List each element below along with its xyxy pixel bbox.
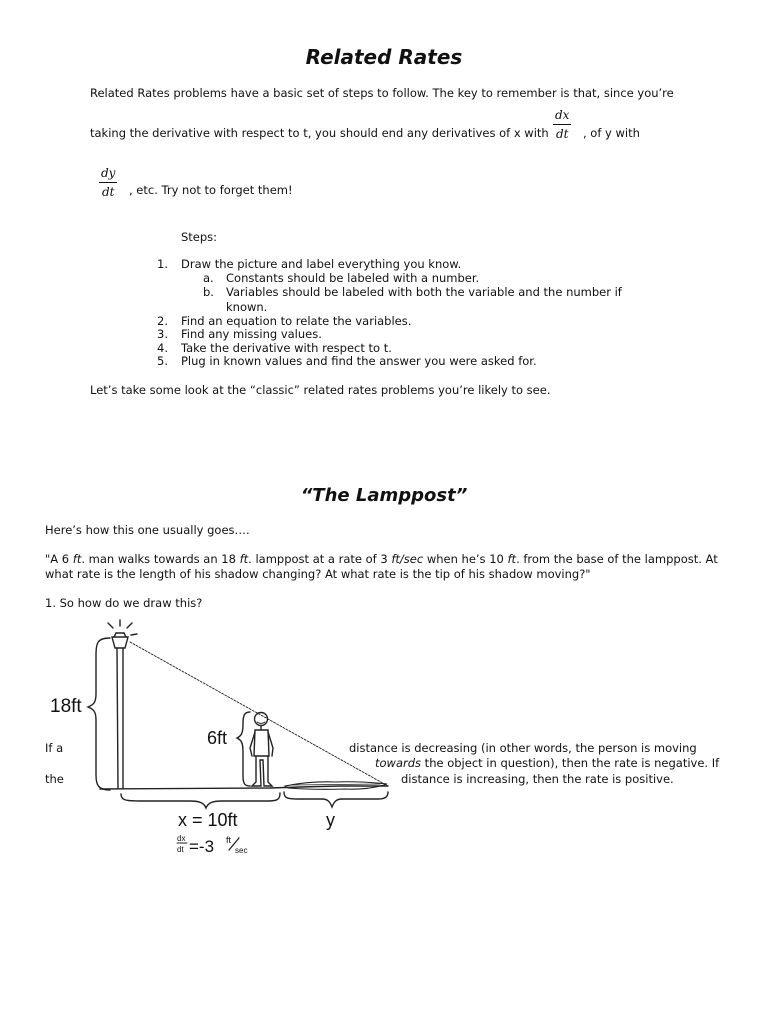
step-number: 2. — [157, 314, 168, 328]
label-y: y — [326, 810, 335, 830]
substep-text-continued: known. — [226, 300, 268, 314]
label-6ft: 6ft — [207, 728, 228, 748]
how-it-goes: Here’s how this one usually goes…. — [45, 523, 250, 537]
fraction-numerator: dy — [99, 166, 117, 183]
problem-text: when he’s 10 — [423, 552, 508, 566]
problem-text: . from the base of the lamppost. At — [516, 552, 718, 566]
steps-heading: Steps: — [181, 230, 218, 244]
brace-x — [121, 793, 280, 808]
intro-line-1: Related Rates problems have a basic set of steps to follow. The key to remember is that, since you’re — [90, 86, 674, 100]
unit-text: ft/sec — [391, 552, 424, 566]
rate-denominator: dt — [177, 845, 184, 854]
lamppost-pole — [117, 648, 123, 788]
problem-line-2: what rate is the length of his shadow changing? At what rate is the tip of his shadow moving?" — [45, 567, 591, 581]
rate-unit-numerator: ft — [226, 835, 232, 845]
side-text-increasing: distance is increasing, then the rate is positive. — [401, 772, 674, 786]
brace-18ft — [88, 638, 110, 790]
step-number: 5. — [157, 354, 168, 368]
brace-6ft — [237, 712, 250, 786]
label-18ft: 18ft — [50, 696, 82, 717]
side-text-rest: the object in question), then the rate is negative. If — [421, 756, 720, 770]
problem-text: . lamppost at a rate of 3 — [248, 552, 392, 566]
step-text: Take the derivative with respect to t. — [181, 341, 392, 355]
side-text-decreasing: distance is decreasing (in other words, the person is moving — [349, 741, 697, 755]
fraction-numerator: dx — [553, 108, 571, 125]
lamp-head-icon — [112, 637, 128, 648]
step-number: 3. — [157, 327, 168, 341]
side-text-the: the — [45, 772, 64, 786]
unit-text: ft — [239, 552, 249, 566]
step-text: Find any missing values. — [181, 327, 322, 341]
substep-text: Variables should be labeled with both the variable and the number if — [226, 285, 622, 299]
step-number: 1. — [157, 257, 168, 271]
intro-line-2-end: , of y with — [583, 126, 640, 140]
fraction-denominator: dt — [101, 185, 115, 199]
step-text: Draw the picture and label everything you know. — [181, 257, 462, 271]
unit-text: ft — [507, 552, 517, 566]
section-title: “The Lamppost” — [300, 485, 468, 506]
man-figure — [250, 713, 273, 787]
step-number: 4. — [157, 341, 168, 355]
intro-line-3-end: , etc. Try not to forget them! — [129, 183, 293, 197]
page-title: Related Rates — [305, 45, 463, 69]
rate-numerator: dx — [177, 834, 186, 843]
rate-unit-denominator: sec — [235, 846, 248, 855]
emphasis-text: towards — [375, 756, 422, 770]
side-text-if-a: If a — [45, 741, 64, 755]
substep-letter: b. — [203, 285, 214, 299]
step-text: Find an equation to relate the variables. — [181, 314, 412, 328]
light-ray-line — [130, 642, 388, 786]
classic-line: Let’s take some look at the “classic” related rates problems you’re likely to see. — [90, 383, 551, 397]
fraction-denominator: dt — [555, 127, 569, 141]
rate-value: =-3 — [189, 837, 215, 856]
substep-letter: a. — [203, 271, 214, 285]
label-x: x = 10ft — [178, 810, 238, 830]
unit-text: ft — [72, 552, 82, 566]
step-text: Plug in known values and find the answer you were asked for. — [181, 354, 537, 368]
brace-y — [284, 792, 388, 807]
draw-question: 1. So how do we draw this? — [45, 596, 203, 610]
problem-text: . man walks towards an 18 — [81, 552, 240, 566]
problem-text: "A 6 — [45, 552, 73, 566]
substep-text: Constants should be labeled with a number. — [226, 271, 480, 285]
intro-line-2: taking the derivative with respect to t, you should end any derivatives of x with — [90, 126, 549, 140]
